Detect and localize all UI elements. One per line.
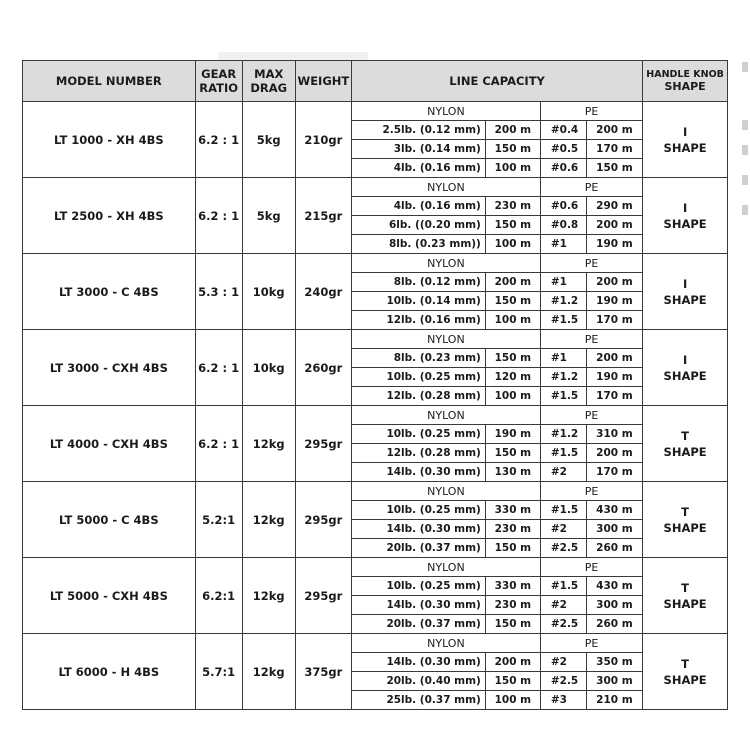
header-handle-line2: SHAPE [664,79,706,93]
table-row [23,178,728,254]
handle-shape [643,178,728,254]
nylon-length: 100 m [485,235,540,254]
line-capacity-cell [351,102,642,178]
line-row [352,292,642,311]
edge-artifact [742,145,748,155]
pe-length: 350 m [586,653,642,672]
weight: 210gr [295,102,351,178]
table-row [23,330,728,406]
max-drag: 12kg [242,482,295,558]
pe-number: #2 [540,596,586,615]
weight: 295gr [295,406,351,482]
handle-shape [643,254,728,330]
pe-number: #1.5 [540,387,586,406]
nylon-length: 150 m [485,539,540,558]
gear-ratio: 6.2:1 [195,558,242,634]
line-subheader-row [352,102,642,121]
model-number: LT 5000 - CXH 4BS [23,558,196,634]
pe-header: PE [540,482,642,501]
table-row [23,102,728,178]
gear-ratio: 5.2:1 [195,482,242,558]
nylon-length: 230 m [485,197,540,216]
weight: 295gr [295,482,351,558]
shape-letter: T [681,580,690,595]
model-number: LT 5000 - C 4BS [23,482,196,558]
pe-number: #1.5 [540,501,586,520]
model-number: LT 3000 - CXH 4BS [23,330,196,406]
line-row [352,463,642,482]
line-row [352,691,642,710]
line-lb: 8lb. (0.23 mm)) [388,238,481,250]
line-subheader-row [352,558,642,577]
pe-number: #1.5 [540,444,586,463]
line-row [352,197,642,216]
pe-length: 170 m [586,140,642,159]
weight: 215gr [295,178,351,254]
line-lb: 3lb. (0.14 mm) [352,140,485,159]
table-row [23,482,728,558]
line-row [352,368,642,387]
line-capacity-table [352,330,642,405]
line-row [352,672,642,691]
pe-length: 170 m [586,311,642,330]
pe-length: 200 m [586,273,642,292]
line-lb: 12lb. (0.28 mm) [386,390,481,402]
pe-length: 260 m [586,615,642,634]
shape-letter: T [681,428,690,443]
nylon-length: 150 m [485,615,540,634]
header-line-text: LINE CAPACITY [449,74,545,88]
pe-number: #3 [540,691,586,710]
pe-length: 200 m [586,216,642,235]
header-line-capacity [351,61,642,102]
pe-header: PE [540,406,642,425]
pe-length: 200 m [586,444,642,463]
handle-shape [643,406,728,482]
pe-number: #0.5 [540,140,586,159]
line-lb: 25lb. (0.37 mm) [386,694,481,706]
nylon-length: 230 m [485,596,540,615]
nylon-length: 100 m [485,159,540,178]
shape-letter: T [681,504,690,519]
edge-artifact [742,120,748,130]
header-gear-line1: GEAR [201,67,237,81]
line-row [352,520,642,539]
line-row [352,577,642,596]
gear-ratio: 6.2 : 1 [195,330,242,406]
model-number: LT 2500 - XH 4BS [23,178,196,254]
header-drag-line1: MAX [254,67,284,81]
line-lb: 10lb. (0.25 mm) [352,368,485,387]
line-subheader-row [352,634,642,653]
shape-label: SHAPE [663,292,707,307]
nylon-length: 230 m [485,520,540,539]
line-lb: 8lb. (0.23 mm) [352,349,485,368]
line-row [352,539,642,558]
table-row [23,254,728,330]
max-drag: 5kg [242,102,295,178]
line-capacity-table [352,254,642,329]
line-row [352,501,642,520]
nylon-length: 200 m [485,273,540,292]
pe-length: 190 m [586,235,642,254]
nylon-length: 120 m [485,368,540,387]
line-subheader-row [352,254,642,273]
weight: 240gr [295,254,351,330]
pe-number: #2.5 [540,615,586,634]
nylon-header: NYLON [352,558,540,577]
edge-artifact [742,205,748,215]
line-capacity-table [352,102,642,177]
nylon-header: NYLON [352,178,540,197]
line-capacity-cell [351,330,642,406]
line-row [352,273,642,292]
shape-label: SHAPE [663,216,707,231]
gear-ratio: 6.2 : 1 [195,178,242,254]
pe-header: PE [540,558,642,577]
gear-ratio: 5.3 : 1 [195,254,242,330]
shape-label: SHAPE [663,368,707,383]
pe-number: #0.8 [540,216,586,235]
header-weight-text: WEIGHT [297,74,350,88]
line-capacity-table [352,558,642,633]
pe-length: 300 m [586,672,642,691]
pe-header: PE [540,102,642,121]
nylon-length: 150 m [485,216,540,235]
weight: 375gr [295,634,351,710]
line-lb: 12lb. (0.28 mm) [352,444,485,463]
line-capacity-cell [351,254,642,330]
pe-length: 210 m [586,691,642,710]
line-lb: 4lb. (0.16 mm) [393,162,481,174]
nylon-length: 150 m [485,349,540,368]
handle-shape [643,634,728,710]
edge-artifact [742,175,748,185]
nylon-header: NYLON [352,102,540,121]
line-lb: 14lb. (0.30 mm) [386,466,481,478]
pe-number: #2.5 [540,539,586,558]
header-handle-line1: HANDLE KNOB [646,68,724,80]
line-capacity-table [352,634,642,709]
handle-shape [643,558,728,634]
shape-letter: I [682,352,688,367]
pe-length: 200 m [586,349,642,368]
pe-number: #1 [540,235,586,254]
shape-label: SHAPE [663,444,707,459]
pe-length: 200 m [586,121,642,140]
nylon-header: NYLON [352,482,540,501]
watermark-ghost [218,52,368,60]
line-subheader-row [352,330,642,349]
shape-label: SHAPE [663,596,707,611]
line-lb: 20lb. (0.37 mm) [386,618,481,630]
gear-ratio: 5.7:1 [195,634,242,710]
line-lb: 10lb. (0.25 mm) [352,425,485,444]
pe-number: #1.5 [540,577,586,596]
weight: 260gr [295,330,351,406]
nylon-length: 150 m [485,672,540,691]
line-capacity-cell [351,406,642,482]
weight: 295gr [295,558,351,634]
line-row [352,121,642,140]
pe-length: 170 m [586,463,642,482]
pe-number: #1.5 [540,311,586,330]
shape-letter: I [682,200,688,215]
shape-letter: I [682,124,688,139]
line-lb: 14lb. (0.30 mm) [352,520,485,539]
header-drag-line2: DRAG [250,81,288,95]
line-lb: 10lb. (0.25 mm) [352,501,485,520]
pe-length: 300 m [586,596,642,615]
line-subheader-row [352,406,642,425]
spec-table [22,60,728,710]
handle-shape [643,102,728,178]
line-lb: 14lb. (0.30 mm) [352,653,485,672]
line-row [352,349,642,368]
line-row [352,216,642,235]
shape-letter: I [682,276,688,291]
header-model-text: MODEL NUMBER [55,74,162,88]
pe-number: #1.2 [540,425,586,444]
pe-length: 170 m [586,387,642,406]
table-row [23,634,728,710]
nylon-length: 150 m [485,292,540,311]
header-handle-knob [643,61,728,102]
table-row [23,558,728,634]
line-lb: 10lb. (0.25 mm) [352,577,485,596]
line-capacity-table [352,178,642,253]
shape-letter: T [681,656,690,671]
shape-label: SHAPE [663,672,707,687]
pe-number: #0.6 [540,159,586,178]
table-row [23,406,728,482]
shape-label: SHAPE [663,520,707,535]
handle-shape [643,330,728,406]
line-capacity-table [352,406,642,481]
model-number: LT 6000 - H 4BS [23,634,196,710]
line-lb: 14lb. (0.30 mm) [352,596,485,615]
line-lb: 8lb. (0.12 mm) [352,273,485,292]
line-row [352,140,642,159]
pe-length: 190 m [586,368,642,387]
max-drag: 12kg [242,634,295,710]
pe-header: PE [540,330,642,349]
pe-number: #2 [540,653,586,672]
header-weight [295,61,351,102]
line-capacity-cell [351,558,642,634]
model-number: LT 3000 - C 4BS [23,254,196,330]
max-drag: 10kg [242,254,295,330]
line-lb: 20lb. (0.37 mm) [386,542,481,554]
line-capacity-cell [351,178,642,254]
line-lb: 6lb. ((0.20 mm) [352,216,485,235]
max-drag: 10kg [242,330,295,406]
handle-shape [643,482,728,558]
line-capacity-cell [351,634,642,710]
line-row [352,425,642,444]
max-drag: 12kg [242,406,295,482]
line-subheader-row [352,482,642,501]
model-number: LT 1000 - XH 4BS [23,102,196,178]
nylon-length: 330 m [485,501,540,520]
header-max-drag [242,61,295,102]
pe-length: 430 m [586,501,642,520]
nylon-length: 330 m [485,577,540,596]
line-capacity-cell [351,482,642,558]
pe-number: #1 [540,273,586,292]
nylon-length: 200 m [485,653,540,672]
nylon-length: 150 m [485,444,540,463]
pe-length: 300 m [586,520,642,539]
shape-label: SHAPE [663,140,707,155]
line-lb: 12lb. (0.16 mm) [386,314,481,326]
edge-artifact [742,62,748,72]
line-row [352,311,642,330]
line-row [352,596,642,615]
pe-length: 150 m [586,159,642,178]
line-lb: 20lb. (0.40 mm) [352,672,485,691]
pe-length: 430 m [586,577,642,596]
nylon-header: NYLON [352,330,540,349]
nylon-length: 100 m [485,387,540,406]
pe-length: 290 m [586,197,642,216]
line-lb: 10lb. (0.14 mm) [352,292,485,311]
nylon-length: 200 m [485,121,540,140]
header-gear-line2: RATIO [199,81,239,95]
pe-number: #2 [540,520,586,539]
header-row [23,61,728,102]
pe-length: 310 m [586,425,642,444]
nylon-length: 100 m [485,691,540,710]
header-model [23,61,196,102]
pe-number: #0.4 [540,121,586,140]
line-row [352,615,642,634]
pe-length: 190 m [586,292,642,311]
nylon-length: 130 m [485,463,540,482]
line-lb: 4lb. (0.16 mm) [352,197,485,216]
nylon-header: NYLON [352,634,540,653]
nylon-header: NYLON [352,254,540,273]
gear-ratio: 6.2 : 1 [195,406,242,482]
line-row [352,387,642,406]
nylon-length: 100 m [485,311,540,330]
line-row [352,159,642,178]
nylon-header: NYLON [352,406,540,425]
pe-number: #1 [540,349,586,368]
pe-number: #1.2 [540,368,586,387]
line-row [352,444,642,463]
pe-number: #2.5 [540,672,586,691]
line-subheader-row [352,178,642,197]
line-row [352,653,642,672]
pe-number: #1.2 [540,292,586,311]
gear-ratio: 6.2 : 1 [195,102,242,178]
line-row [352,235,642,254]
line-lb: 2.5lb. (0.12 mm) [352,121,485,140]
max-drag: 12kg [242,558,295,634]
max-drag: 5kg [242,178,295,254]
model-number: LT 4000 - CXH 4BS [23,406,196,482]
pe-header: PE [540,178,642,197]
pe-length: 260 m [586,539,642,558]
nylon-length: 150 m [485,140,540,159]
nylon-length: 190 m [485,425,540,444]
pe-header: PE [540,254,642,273]
pe-number: #0.6 [540,197,586,216]
header-gear-ratio [195,61,242,102]
pe-number: #2 [540,463,586,482]
line-capacity-table [352,482,642,557]
pe-header: PE [540,634,642,653]
